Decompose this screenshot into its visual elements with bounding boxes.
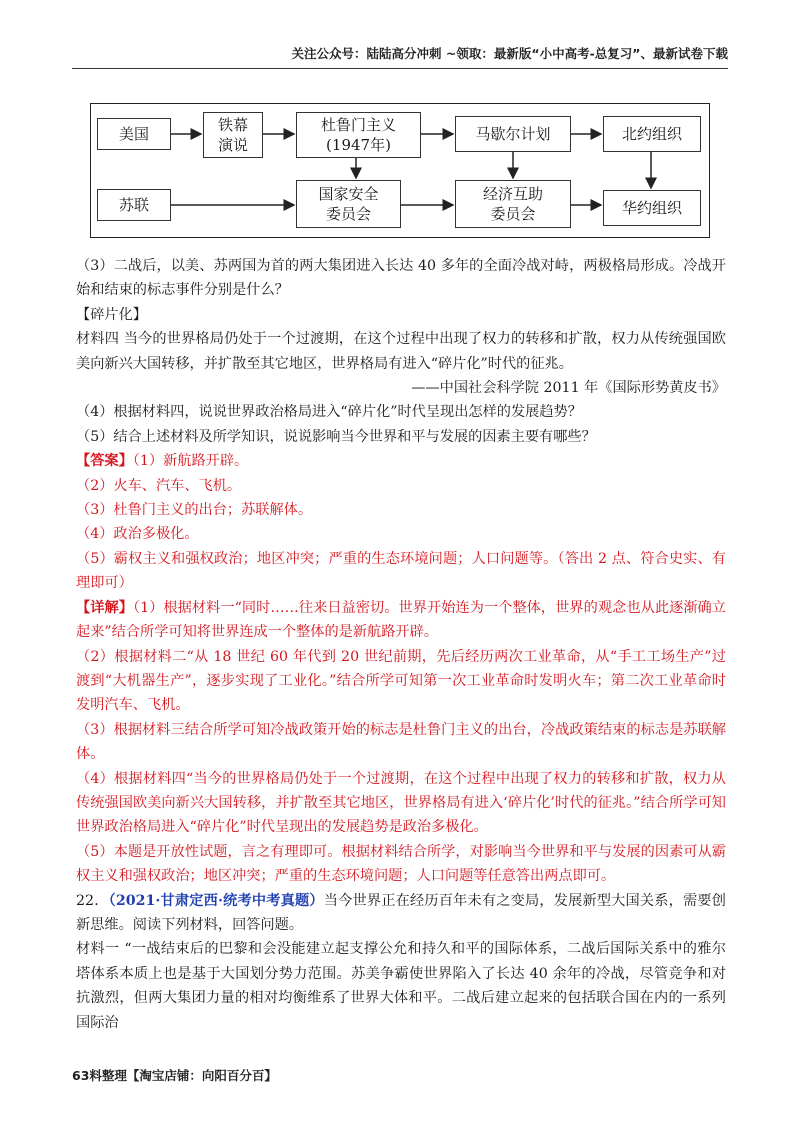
node-truman-doctrine: 杜鲁门主义 (1947年): [296, 112, 421, 158]
question-4: （4）根据材料四，说说世界政治格局进入“碎片化”时代呈现出怎样的发展趋势？: [76, 404, 582, 421]
answer-4: （4）政治多极化。: [76, 526, 199, 543]
answer-3: （3）杜鲁门主义的出台；苏联解体。: [76, 502, 313, 519]
node-usa: 美国: [97, 118, 171, 150]
node-warsaw-pact: 华约组织: [603, 190, 701, 226]
question-5: （5）结合上述材料及所学知识，说说影响当今世界和平与发展的因素主要有哪些？: [76, 428, 596, 445]
answer-5: （5）霸权主义和强权政治；地区冲突；严重的生态环境问题；人口问题等。（答出 2 点、符合史实、有理即可）: [76, 550, 726, 592]
detail-3: （3）根据材料三结合所学可知冷战政策开始的标志是杜鲁门主义的出台，冷战政策结束的标志是苏联解体。: [76, 721, 726, 763]
page-content: [76, 254, 726, 1035]
page-footer: [72, 1066, 277, 1084]
question-22-source: （2021·甘肃定西·统考中考真题）: [108, 892, 324, 909]
page-header: [72, 44, 728, 69]
header-text: 关注公众号：陆陆高分冲刺 ~领取：最新版“小中高考-总复习”、最新试卷下载: [291, 46, 728, 61]
detail-1: 【详解】（1）根据材料一“同时……往来日益密切。世界开始连为一个整体，世界的观念也从此逐渐确立起来”结合所学可知将世界连成一个整体的是新航路开辟。: [76, 599, 726, 641]
answer-1: 【答案】（1）新航路开辟。: [76, 453, 249, 470]
material-4: 材料四 当今的世界格局仍处于一个过渡期，在这个过程中出现了权力的转移和扩散，权力从传统强国欧美向新兴大国转移，并扩散至其它地区，世界格局有进入“碎片化”时代的征兆。: [76, 331, 726, 372]
question-22: [76, 889, 726, 938]
detail-5: （5）本题是开放性试题，言之有理即可。根据材料结合所学，对影响当今世界和平与发展的因素可从霸权主义和强权政治；地区冲突；严重的生态环境问题；人口问题等任意答出两点即可。: [76, 843, 726, 885]
question-22-text: 当今世界正在经历百年未有之变局，发展新型大国关系，需要创新思维。阅读下列材料，回答问题。: [76, 892, 726, 933]
node-iron-curtain: 铁幕 演说: [203, 112, 263, 158]
question-22-number: 22．: [76, 892, 109, 909]
footer-text: 63料整理【淘宝店铺：向阳百分百】: [72, 1068, 277, 1083]
node-nato: 北约组织: [603, 116, 701, 152]
node-ussr: 苏联: [97, 189, 171, 221]
question-3: （3）二战后，以美、苏两国为首的两大集团进入长达 40 多年的全面冷战对峙，两极格局形成。冷战开始和结束的标志事件分别是什么？: [76, 258, 726, 299]
detail-4: （4）根据材料四“当今的世界格局仍处于一个过渡期，在这个过程中出现了权力的转移和扩散，权力从传统强国欧美向新兴大国转移，并扩散至其它地区，世界格局有进入‘碎片化’时代的征兆。”结合所学可知世界政治格局进入“碎片化”时代呈现出的发展趋势是政治多极化。: [76, 770, 726, 836]
cold-war-diagram: [90, 103, 710, 238]
answer-2: （2）火车、汽车、飞机。: [76, 477, 242, 494]
detail-2: （2）根据材料二“从 18 世纪 60 年代到 20 世纪前期，先后经历两次工业革命，从“手工工场生产”过渡到“大机器生产”，逐步实现了工业化。”结合所学可知第一次工业革命时发明火车；第二次工业革命时发明汽车、飞机。: [76, 648, 726, 714]
node-national-security-council: 国家安全 委员会: [296, 180, 401, 228]
answer-label: 【答案】: [76, 453, 133, 470]
detail-label: 【详解】: [76, 599, 133, 616]
material-1: 材料一 “一战结束后的巴黎和会没能建立起支撑公允和持久和平的国际体系，二战后国际关系中的雅尔塔体系本质上也是基于大国划分势力范围。苏美争霸使世界陷入了长达 40 余年的冷战，尽管竞争和对抗激烈，但两大集团力量的相对均衡维系了世界大体和平。二战后建立起来的包括联合国在内的一系列国际治: [76, 941, 726, 1031]
material-4-source: ——中国社会科学院 2011 年《国际形势黄皮书》: [411, 380, 726, 397]
fragmentation-heading: 【碎片化】: [76, 306, 147, 323]
node-comecon: 经济互助 委员会: [455, 180, 571, 228]
node-marshall-plan: 马歇尔计划: [455, 116, 571, 152]
